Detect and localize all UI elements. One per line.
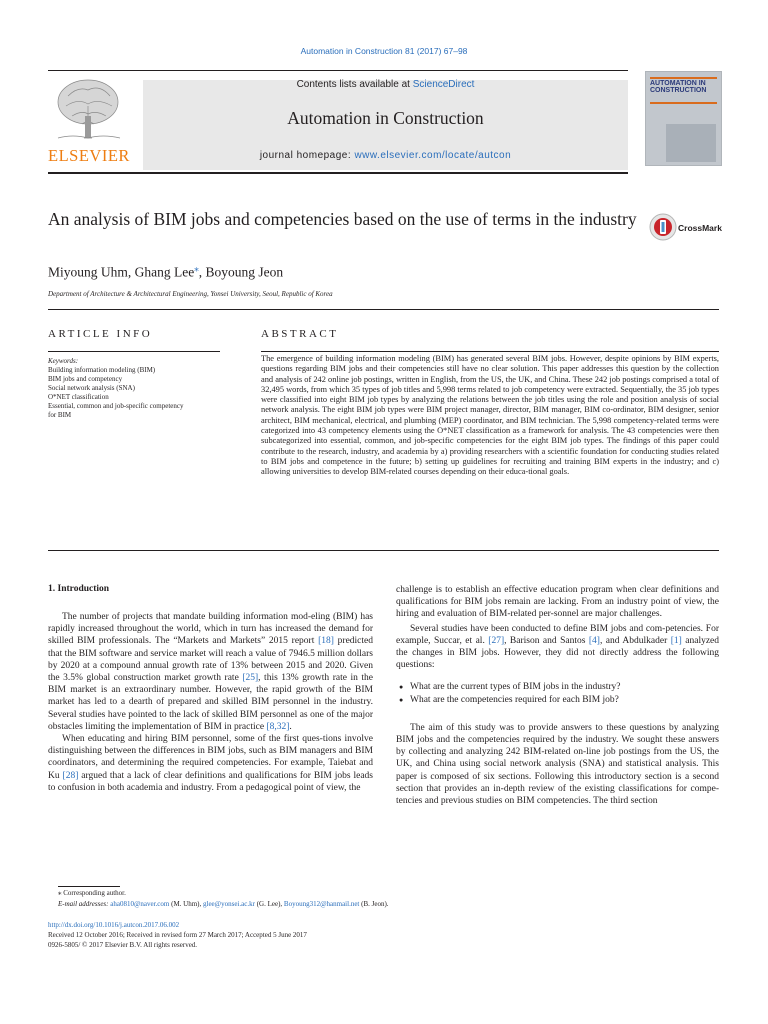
keywords-label: Keywords: — [48, 357, 79, 365]
keyword-item: Essential, common and job-specific competency — [48, 402, 184, 410]
research-questions-list — [396, 681, 719, 705]
abstract-bottom-rule — [48, 550, 719, 551]
abstract-text: The emergence of building information modeling (BIM) has generated several BIM jobs. However, despite opinions by BIM experts, questions regarding BIM jobs and their competencies still have no clear solution. This paper addresses this question by the collection and analysis of 242 online job postings, written in English, from the US, the UK, and China. These 242 job postings comprised a total of 32,495 words, from which 35 types of job titles and 5,998 terms related to job competency were extracted. Sequentially, the 35 job types were classified into eight BIM job types by analyzing the relations between the job titles using the role and position analysis of social network analysis. The eight BIM job types were BIM project manager, director, BIM manager, BIM co-ordinator, BIM designer, senior architect, BIM mechanical, electrical, and plumbing (MEP) coordinator, and BIM technician. The 5,998 competency-related terms were categorized into 43 competency elements using the O*NET classification as a framework for analysis. The 43 competencies were then subcategorized into essential, common, and job-specific competencies for the eight BIM job types. The findings of this paper could contribute to the research, industry, and academia by a) providing researchers with a scientific foundation for conducting studies related to BIM jobs and competence in the future; b) setting up guidelines for recruiting and training BIM experts in the industry; and c) allowing universities to develop BIM-related courses depending on their educa-tional goals. — [261, 354, 719, 477]
cover-title: AUTOMATION IN CONSTRUCTION — [650, 80, 707, 94]
authors-tail: , Boyoung Jeon — [198, 264, 284, 280]
intro-paragraph: challenge is to establish an effective education program when clear definitions and qualifications for BIM jobs remain are lacking. From an industry point of view, the hiring and evaluation of BIM-related per-sonnel are major challenges. — [396, 585, 719, 620]
corresponding-author-mark[interactable]: ⁎ — [194, 263, 199, 273]
intro-left-column — [48, 611, 373, 794]
email-link[interactable]: aha0810@naver.com — [110, 900, 170, 908]
cover-stripe — [650, 102, 717, 104]
email-link[interactable]: glee@yonsei.ac.kr — [203, 900, 255, 908]
elsevier-tree-logo — [48, 76, 128, 146]
contents-line — [143, 79, 628, 90]
citation-ref-link[interactable]: [28] — [62, 770, 79, 781]
citation-ref-link[interactable]: [8,32] — [266, 721, 290, 732]
keywords-block — [48, 357, 228, 420]
keyword-item: Building information modeling (BIM) — [48, 366, 156, 374]
citation-ref-link[interactable]: [1] — [670, 635, 682, 646]
citation-ref-link[interactable]: [25] — [242, 673, 259, 684]
footnote-rule — [58, 886, 120, 887]
crossmark-icon — [648, 212, 678, 242]
intro-right-column — [396, 584, 719, 807]
citation-ref-link[interactable]: [18] — [318, 636, 334, 647]
affiliation-rule — [48, 309, 719, 310]
keyword-item: Social network analysis (SNA) — [48, 384, 135, 392]
intro-paragraph: When educating and hiring BIM personnel, some of the first ques-tions involve distinguishing between the differences in BIM jobs, such as BIM managers and BIM coordinators, and determining the required competencies. For example, Taiebat and Ku [28] argued that a lack of clear definitions and qualifications for BIM jobs leads to confusion in both academia and industry. From a pedagogical point of view, the — [48, 734, 373, 793]
email-addresses: E-mail addresses: aha0810@naver.com (M. Uhm), glee@yonsei.ac.kr (G. Lee), Boyoung312@hanmail.net (B. Jeon). — [58, 900, 389, 908]
author-list — [48, 263, 283, 281]
journal-citation-link[interactable]: Automation in Construction 81 (2017) 67–98 — [300, 46, 468, 56]
header-top-rule — [48, 70, 628, 71]
abstract-heading: ABSTRACT — [261, 328, 339, 340]
citation-ref-link[interactable]: [27] — [488, 635, 505, 646]
intro-paragraph: The aim of this study was to provide answers to these questions by analyzing BIM jobs and the competencies required by the industry. We sought these answers by collecting and analyzing 242 BIM-related on-line job postings from the US, the UK, and China using social network analysis (SNA) and statistical analysis. This paper is composed of six sections. Following this introductory section is a second section that provides an in-depth review of the existing classifications for compe-tencies and previous studies on BIM competencies. The third section — [396, 722, 719, 807]
cover-graphic — [666, 124, 716, 162]
authors-text: Miyoung Uhm, Ghang Lee — [48, 264, 195, 280]
crossmark-label: CrossMark — [678, 223, 722, 233]
keyword-item: for BIM — [48, 411, 72, 419]
article-title: An analysis of BIM jobs and competencies based on the use of terms in the industry — [48, 209, 637, 229]
intro-paragraph: Several studies have been conducted to define BIM jobs and com-petencies. For example, Succar, et al. [27], Barison and Santos [4], and Abdulkader [1] analyzed the changes in BIM jobs. However, they did not directly address the following questions: — [396, 623, 720, 671]
journal-title: Automation in Construction — [287, 108, 484, 128]
list-item: ● What are the competencies required for each BIM job? — [396, 694, 719, 706]
homepage-link[interactable]: www.elsevier.com/locate/autcon — [354, 150, 512, 161]
article-info-rule — [48, 351, 220, 352]
keyword-item: BIM jobs and competency — [48, 375, 123, 383]
section-heading-introduction: 1. Introduction — [48, 584, 110, 594]
cover-stripe — [650, 77, 717, 79]
header-bottom-rule — [48, 172, 628, 174]
footnotes-block — [58, 888, 708, 909]
doi-link[interactable]: http://dx.doi.org/10.1016/j.autcon.2017.06.002 — [48, 921, 180, 929]
received-dates: Received 12 October 2016; Received in revised form 27 March 2017; Accepted 5 June 2017 — [48, 931, 307, 939]
journal-homepage-line — [143, 150, 628, 161]
journal-cover-thumbnail[interactable] — [645, 71, 722, 166]
article-info-heading: ARTICLE INFO — [48, 328, 153, 340]
copyright-line: 0926-5805/ © 2017 Elsevier B.V. All rights reserved. — [48, 941, 198, 949]
corresponding-author-note: ⁎ Corresponding author. — [58, 889, 126, 897]
publisher-wordmark: ELSEVIER — [48, 146, 130, 165]
email-link[interactable]: Boyoung312@hanmail.net — [283, 900, 360, 908]
list-item: ● What are the current types of BIM jobs in the industry? — [396, 681, 719, 693]
intro-paragraph: The number of projects that mandate building information mod-eling (BIM) has rapidly increased throughout the world, which in turn has increased the demand for skilled BIM professionals. The “Markets and Markets” 2015 report [18] predicted that the BIM software and service market will reach a value of 7946.5 million dollars by 2020 at a compound annual growth rate of 13% between 2015 and 2020. Given the 3.5% global construction market growth rate [25], this 13% growth rate in the BIM market is an extraordinary number. However, the rapid growth of the BIM market has led to a dearth of prepared and skilled BIM personnel in the industry. Several studies have pointed to the lack of skilled BIM personnel as one of the major obstacles limiting the implementation of BIM in practice [8,32]. — [48, 612, 373, 732]
author-affiliation: Department of Architecture & Architectural Engineering, Yonsei University, Seoul, Republic of Korea — [48, 290, 333, 298]
abstract-rule — [261, 351, 719, 352]
publication-details — [48, 920, 708, 950]
homepage-prefix: journal homepage: — [259, 150, 355, 161]
keyword-item: O*NET classification — [48, 393, 109, 401]
contents-prefix: Contents lists available at — [296, 79, 413, 90]
citation-ref-link[interactable]: [4] — [588, 635, 600, 646]
sciencedirect-link[interactable]: ScienceDirect — [412, 79, 475, 90]
